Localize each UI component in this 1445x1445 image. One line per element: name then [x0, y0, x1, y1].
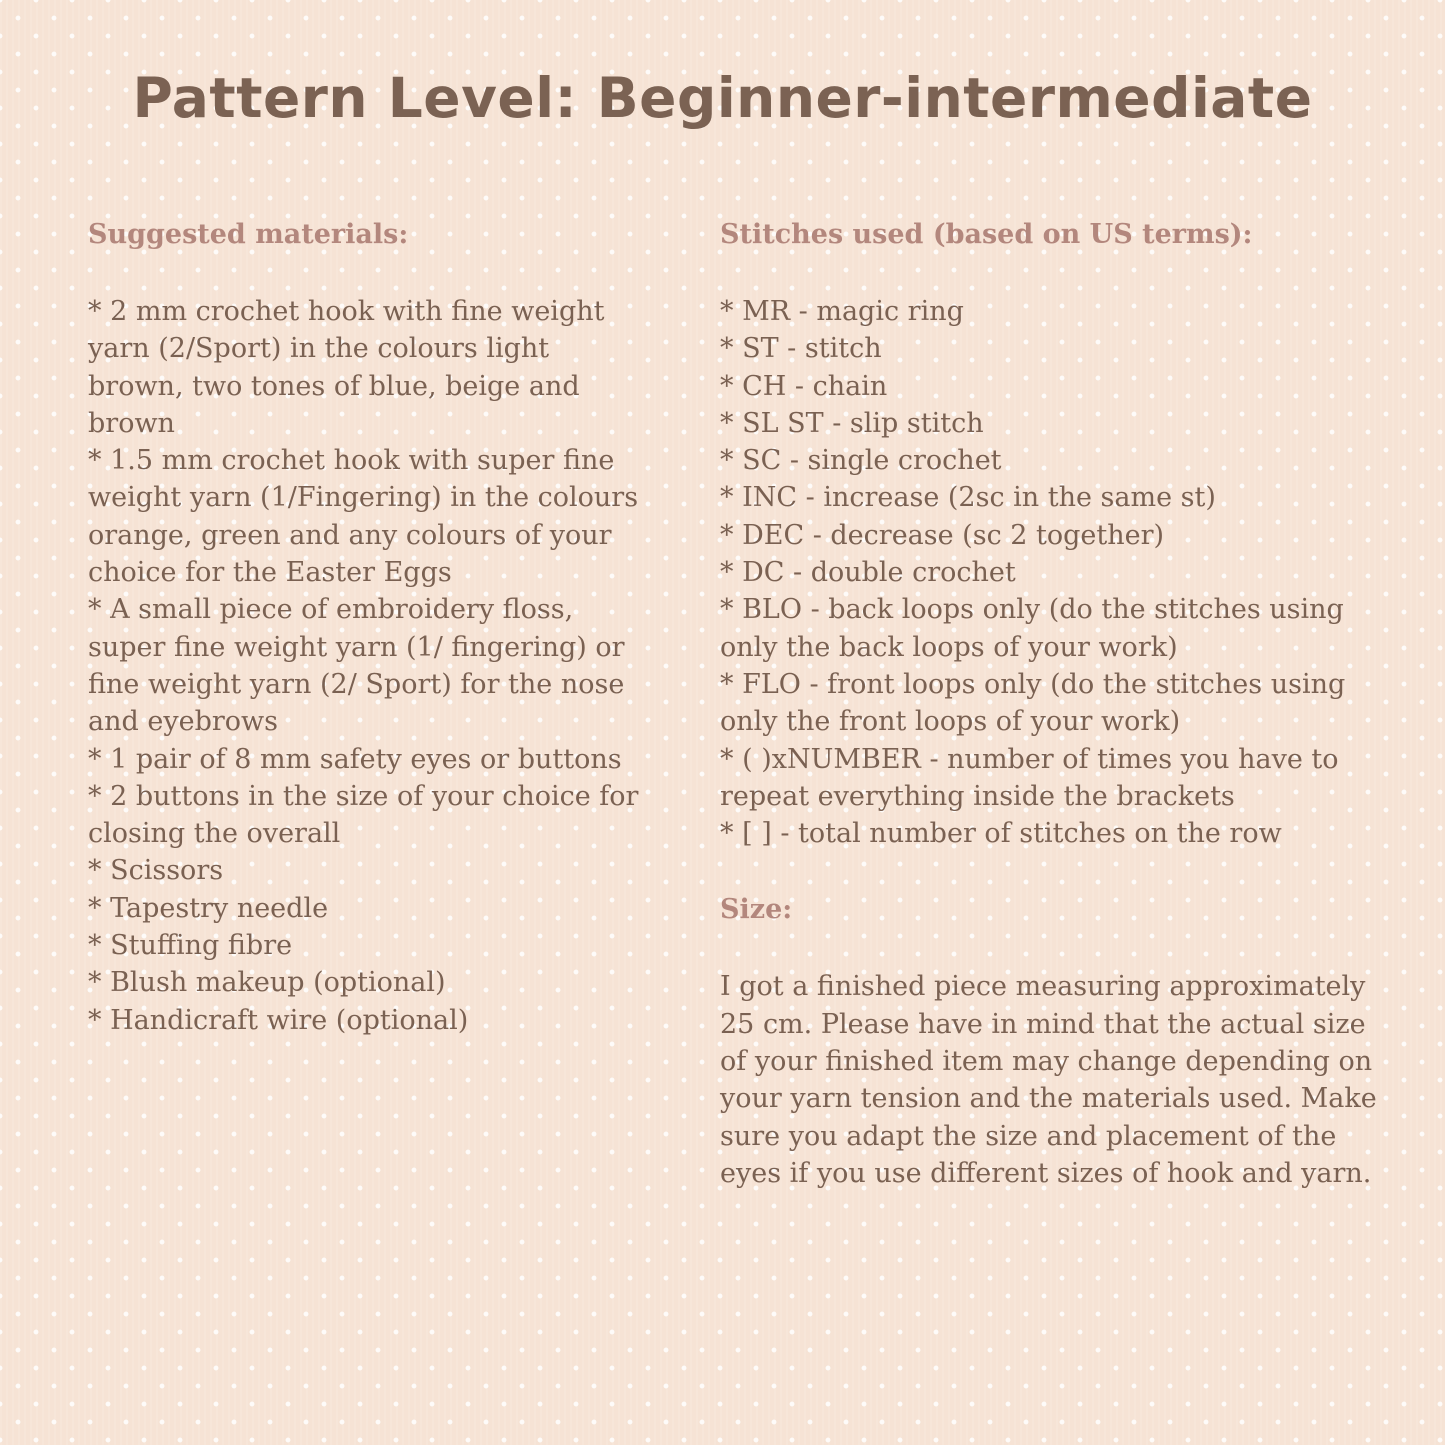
list-item: * Stuffing fibre [88, 927, 648, 964]
spacer [720, 931, 1380, 968]
size-heading: Size: [720, 894, 793, 926]
list-item: * DEC - decrease (sc 2 together) [720, 517, 1380, 554]
size-section [720, 889, 1380, 1192]
list-item: * CH - chain [720, 368, 1380, 405]
list-item: * Blush makeup (optional) [88, 964, 648, 1001]
page-title: Pattern Level: Beginner-intermediate [132, 66, 1313, 130]
size-description: I got a finished piece measuring approximately 25 cm. Please have in mind that the actual size of your finished item may change depending on your yarn tension and the materials used. Make sure you adapt the size and placement of the eyes if you use different sizes of hook and yarn. [720, 971, 1377, 1189]
list-item: * [ ] - total number of stitches on the row [720, 815, 1380, 852]
list-item: * 1.5 mm crochet hook with super fine weight yarn (1/Fingering) in the colours orange, green and any colours of your choice for the Easter Eggs [88, 442, 648, 591]
materials-list [88, 293, 648, 1039]
list-item: * Scissors [88, 852, 648, 889]
list-item: * ST - stitch [720, 330, 1380, 367]
list-item: * DC - double crochet [720, 554, 1380, 591]
list-item: * FLO - front loops only (do the stitches using only the front loops of your work) [720, 666, 1380, 741]
list-item: * ( )xNUMBER - number of times you have to repeat everything inside the brackets [720, 741, 1380, 816]
materials-section [88, 214, 648, 1039]
list-item: * SL ST - slip stitch [720, 405, 1380, 442]
list-item: * 2 mm crochet hook with fine weight yarn (2/Sport) in the colours light brown, two tones of blue, beige and brown [88, 293, 648, 442]
list-item: * Handicraft wire (optional) [88, 1002, 648, 1039]
list-item: * 2 buttons in the size of your choice for closing the overall [88, 778, 648, 853]
stitches-section [720, 214, 1380, 1192]
list-item: * 1 pair of 8 mm safety eyes or buttons [88, 741, 648, 778]
list-item: * MR - magic ring [720, 293, 1380, 330]
materials-heading: Suggested materials: [88, 219, 409, 250]
list-item: * A small piece of embroidery floss, super fine weight yarn (1/ fingering) or fine weight yarn (2/ Sport) for the nose and eyebrows [88, 591, 648, 740]
spacer [88, 256, 648, 293]
spacer [720, 256, 1380, 293]
stitches-heading: Stitches used (based on US terms): [720, 219, 1253, 250]
list-item: * INC - increase (2sc in the same st) [720, 479, 1380, 516]
list-item: * BLO - back loops only (do the stitches using only the back loops of your work) [720, 591, 1380, 666]
list-item: * Tapestry needle [88, 890, 648, 927]
stitches-list [720, 293, 1380, 852]
list-item: * SC - single crochet [720, 442, 1380, 479]
